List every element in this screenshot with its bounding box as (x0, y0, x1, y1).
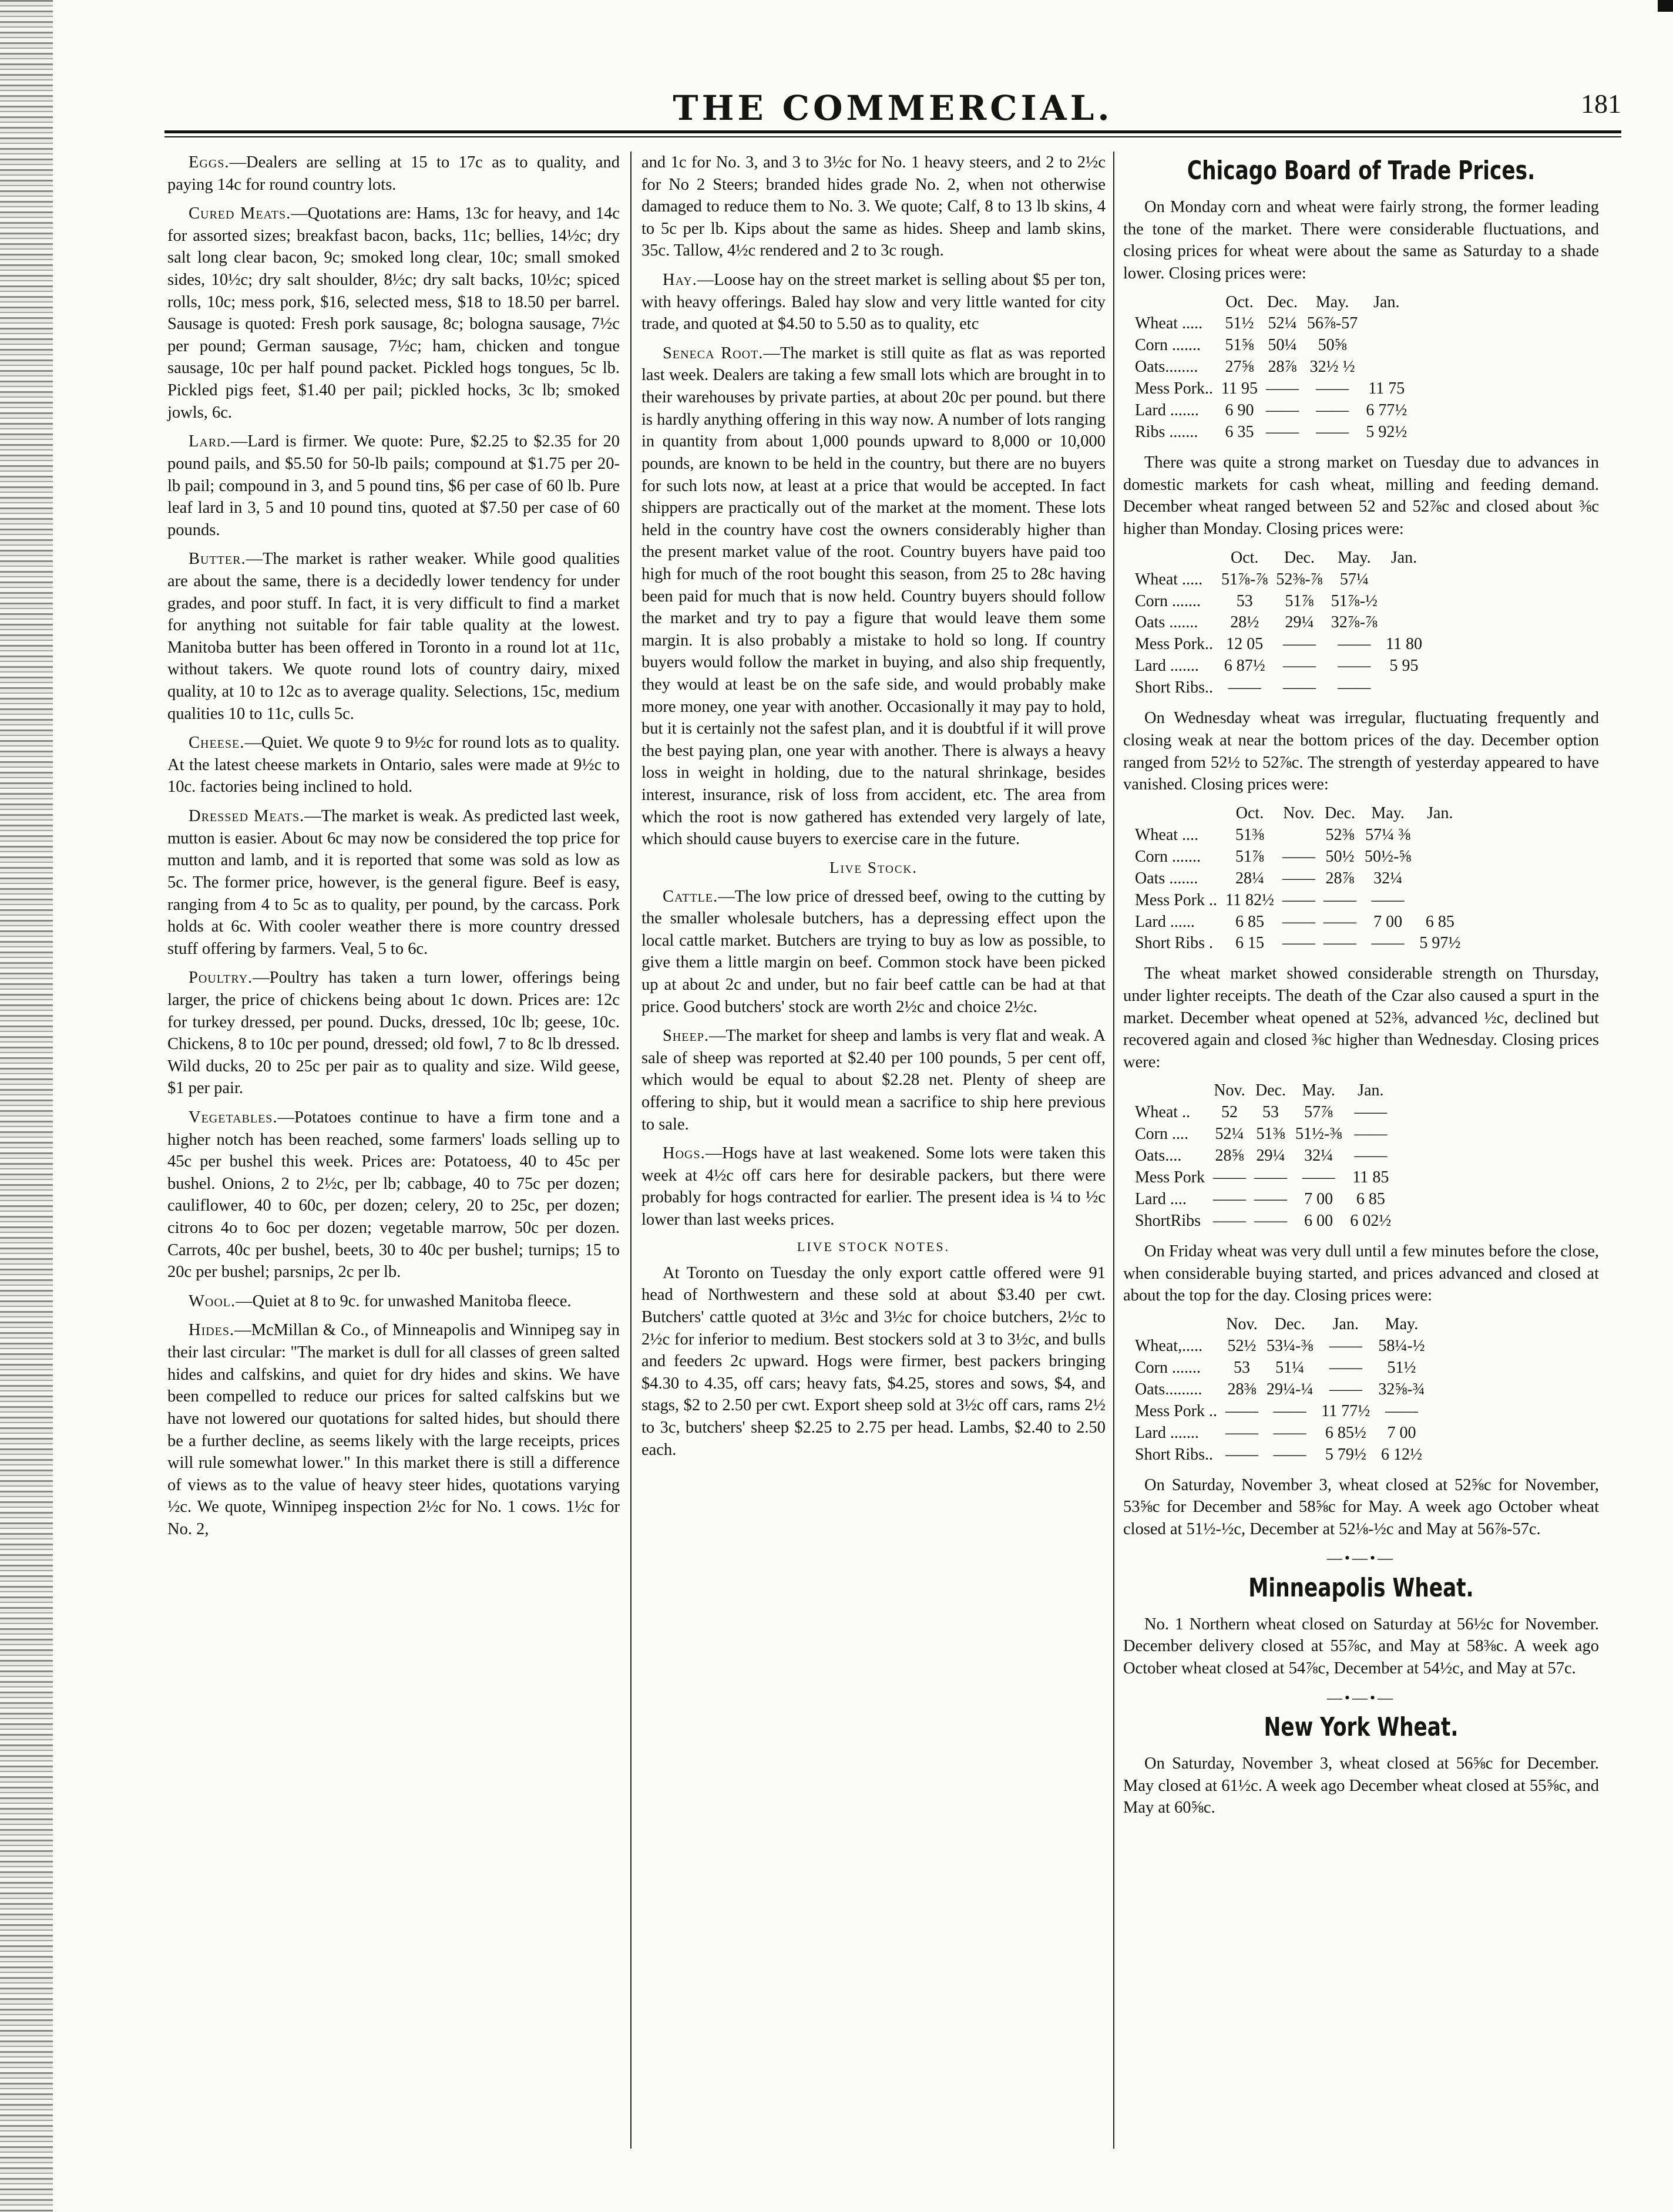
price-cell: —— (1329, 1358, 1362, 1377)
commodity-name: Short Ribs . (1135, 934, 1214, 953)
chicago-thursday-text: The wheat market showed considerable strength on Thursday, under lighter receipts. The death of the Czar also caused a spurt in the market. December wheat opened at 52⅜, advanced ½c, declined but recovered again and closed ⅜c higher than Wednesday. Closing prices were: (1123, 964, 1599, 1071)
article-wool: Wool.—Quiet at 8 to 9c. for unwashed Manitoba fleece. (189, 1292, 572, 1310)
commodity-name: ShortRibs (1135, 1212, 1201, 1231)
chicago-saturday-text: On Saturday, November 3, wheat closed at 52⅝c for November, 53⅝c for December and 58⅝c for May. A week ago October wheat closed at 51½-½c, December at 52⅛-½c and May at 56⅞-57c. (1123, 1475, 1599, 1538)
table-header-cell: May. (1371, 804, 1405, 822)
table-row (1135, 1357, 1433, 1379)
article-seneca-root: Seneca Root.—The market is still quite as flat as was reported last week. Dealers are taking a few small lots which are brought in to their warehouses by private parties, at about 20c per pound. but there is hardly anything offering in this way now. A number of lots ranging in quantity from about 1,000 pounds upward to 8,000 or 10,000 pounds, are known to be held in the country, but there are no buyers for such lots now, at least at a price that would be accepted. In fact shippers are practically out of the market at the moment. These lots held in the country have cost the owners considerably higher than the present market value of the root. Country buyers have paid too high for much of the root bought this season, from 25 to 28c having been paid for much that is now held. Country buyers should follow the market and try to pay a figure that would leave them some margin. It is also probably a mistake to hold so long. If country buyers would follow the market in buying, and also ship frequently, they would at least be on the safe side, and would probably make more money, one year with another. Occasionally it may pay to hold, but it is certainly not the safest plan, and it is doubtful if it will prove the best paying plan, one year with another. There is always a heavy loss in weight in holding, due to the natural shrinkage, besides interest, insurance, risk of loss from accident, etc. The area from which the root is now gathered has extended very largely of late, which should cause buyers to exercise care in the future. (641, 344, 1106, 849)
table-row (1135, 890, 1469, 912)
commodity-name: Corn .... (1135, 1125, 1188, 1144)
price-cell (1419, 890, 1469, 912)
section-heading-live-stock: Live Stock. (829, 858, 918, 876)
price-cell: 6 00 (1304, 1212, 1333, 1231)
price-cell: 32¼ (1304, 1147, 1333, 1165)
table-header-cell: Nov. (1226, 1315, 1258, 1333)
price-cell: —— (1282, 912, 1315, 931)
price-cell: —— (1265, 379, 1299, 398)
commodity-name: Wheat .. (1135, 1103, 1191, 1122)
article-lard: Lard.—Lard is firmer. We quote: Pure, $2.25 to $2.35 for 20 pound pails, and $5.50 for 50-lb pails; compound at $1.75 per 20-lb pail; compound in 3, and 5 pound tins, $6 per case of 60 lb. Pure leaf lard in 3, 5 and 10 pound tins, quoted at $7.50 per case of 60 pounds. (167, 432, 620, 539)
price-cell: 28⅞ (1268, 358, 1297, 376)
price-cell: —— (1282, 847, 1315, 866)
table-row (1135, 1145, 1399, 1167)
price-cell: —— (1282, 869, 1315, 888)
price-cell: 28¼ (1235, 869, 1264, 888)
price-cell: 11 80 (1386, 635, 1422, 654)
publication-title: THE COMMERCIAL. (673, 88, 1113, 128)
price-cell: —— (1316, 379, 1349, 398)
price-cell: —— (1283, 635, 1316, 654)
article-eggs: Eggs.—Dealers are selling at 15 to 17c as to quality, and paying 14c for round country lots. (167, 153, 620, 194)
price-cell: 28½ (1230, 613, 1259, 632)
heading-minneapolis-wheat: Minneapolis Wheat. (1248, 1572, 1474, 1603)
price-cell: 11 75 (1368, 379, 1405, 398)
table-row (1135, 655, 1430, 677)
price-cell (1419, 825, 1469, 846)
price-cell: 56⅞-57 (1306, 314, 1358, 333)
commodity-name: Corn ....... (1135, 847, 1201, 866)
price-cell: —— (1225, 1401, 1259, 1420)
price-cell: 5 95 (1389, 657, 1419, 675)
column-1 (167, 152, 620, 1548)
commodity-name: Mess Pork .. (1135, 890, 1218, 909)
table-row (1135, 677, 1430, 699)
price-cell: —— (1354, 1103, 1388, 1122)
header-rule-thin (164, 136, 1621, 137)
price-cell: 27⅝ (1225, 358, 1254, 376)
price-cell: —— (1316, 401, 1349, 420)
price-cell: 57⅞ (1304, 1103, 1333, 1122)
article-hides-continued: and 1c for No. 3, and 3 to 3½c for No. 1 heavy steers, and 2 to 2½c for No 2 Steers; branded hides grade No. 2, when not otherwise damaged to reduce them to No. 3. We quote; Calf, 8 to 13 lb skins, 4 to 5c per lb. Kips about the same as hides. Sheep and lamb skins, 35c. Tallow, 4½c rendered and 2 to 3c rough. (641, 153, 1106, 260)
table-row (1135, 1189, 1399, 1211)
price-cell: 50¼ (1268, 336, 1297, 355)
price-cell: 32⅝-¾ (1378, 1380, 1425, 1399)
table-header-cell: Dec. (1274, 1315, 1305, 1333)
table-header-cell: Oct. (1225, 293, 1254, 311)
price-cell: 5 97½ (1419, 934, 1461, 953)
price-cell (1386, 677, 1430, 699)
commodity-name: Mess Pork.. (1135, 635, 1214, 654)
chicago-wednesday-text: On Wednesday wheat was irregular, fluctuating frequently and closing weak at near the bottom prices of the day. December option ranged from 52½ to 52⅞c. The strength of yesterday appeared to have vanished. Closing prices were: (1123, 709, 1599, 794)
commodity-name: Oats ....... (1135, 613, 1198, 632)
price-cell: —— (1213, 1190, 1247, 1209)
price-cell: 50½-⅝ (1364, 847, 1412, 866)
table-header-cell: Dec. (1284, 548, 1315, 567)
price-cell: 51⅞ (1235, 847, 1264, 866)
price-table-friday (1135, 1314, 1433, 1466)
price-cell: —— (1338, 678, 1371, 697)
price-cell: —— (1254, 1190, 1288, 1209)
price-cell (1419, 868, 1469, 890)
chicago-monday-text: On Monday corn and wheat were fairly strong, the former leading the tone of the market. There were considerable fluctuations, and closing prices for wheat were about the same as Saturday to a shade lower. Closing prices were: (1123, 198, 1599, 283)
price-cell: 58¼-½ (1378, 1336, 1425, 1355)
price-cell: 11 85 (1352, 1168, 1389, 1187)
table-row (1135, 569, 1430, 591)
article-cured-meats: Cured Meats.—Quotations are: Hams, 13c for heavy, and 14c for assorted sizes; breakfast bacon, backs, 11c; bellies, 14½c; dry salt long clear bacon, 9c; smoked long clear, 10c; small smoked sides, 10½c; dry salt shoulder, 8½c; dry salt backs, 10½c; spiced rolls, 10c; mess pork, $16, selected mess, $18 to 18.50 per barrel. Sausage is quoted: Fresh pork sausage, 8c; bologna sausage, 7½c per pound; German sausage, 7½c; ham, chicken and tongue sausage, 10c per half pound packet. Pickled hogs tongues, 5c lb. Pickled pigs feet, $1.40 per pail; pickled hocks, 3c lb; smoked jowls, 6c. (167, 204, 620, 422)
price-cell (1366, 335, 1415, 357)
section-heading-live-stock-notes: LIVE STOCK NOTES. (797, 1239, 950, 1254)
commodity-name: Lard ...... (1135, 912, 1195, 931)
price-cell: 53 (1236, 591, 1253, 610)
price-cell: 6 35 (1225, 423, 1254, 442)
table-header-row (1135, 547, 1430, 569)
article-hogs: Hogs.—Hogs have at last weakened. Some lots were taken this week at 4½c off cars here for desirable packers, but there were probably for hogs contracted for earlier. The present idea is ¼ to ½c lower than last weeks prices. (641, 1144, 1106, 1229)
table-row (1135, 1379, 1433, 1401)
price-cell: 28⅞ (1325, 869, 1355, 888)
price-cell: 29¼-¼ (1266, 1380, 1313, 1399)
article-cheese: Cheese.—Quiet. We quote 9 to 9½c for round lots as to quality. At the latest cheese markets in Ontario, sales were made at 9½c to 10c. factories being inclined to hold. (167, 734, 620, 796)
commodity-name: Wheat ..... (1135, 570, 1203, 589)
price-cell: 11 95 (1221, 379, 1258, 398)
price-cell: 32⅞-⅞ (1331, 613, 1378, 632)
heading-new-york-wheat: New York Wheat. (1264, 1712, 1459, 1742)
price-cell: —— (1228, 678, 1261, 697)
table-row (1135, 1167, 1399, 1189)
price-cell: 6 02½ (1350, 1212, 1392, 1231)
price-cell: 52¼ (1268, 314, 1297, 333)
commodity-name: Mess Pork .. (1135, 1401, 1218, 1420)
table-header-cell: Nov. (1283, 804, 1315, 822)
table-row (1135, 1401, 1433, 1423)
price-cell: 5 92½ (1366, 423, 1407, 442)
table-row (1135, 1444, 1433, 1466)
column-3 (1123, 152, 1599, 1826)
table-header-cell: Dec. (1324, 804, 1356, 822)
price-cell: 52⅜-⅞ (1276, 570, 1323, 589)
price-cell: —— (1254, 1168, 1288, 1187)
table-row (1135, 378, 1415, 400)
price-cell: —— (1323, 890, 1356, 909)
table-header-cell: Nov. (1214, 1081, 1245, 1100)
commodity-name: Corn ....... (1135, 1358, 1201, 1377)
table-row (1135, 612, 1430, 634)
table-row (1135, 313, 1415, 335)
price-cell: —— (1213, 1212, 1247, 1231)
price-cell: 6 15 (1235, 934, 1264, 953)
table-header-cell: May. (1302, 1081, 1335, 1100)
price-cell: 7 00 (1373, 912, 1403, 931)
article-hides: Hides.—McMillan & Co., of Minneapolis and Winnipeg say in their last circular: "The market is dull for all classes of green salted hides and calfskins, and quiet for dry hides and skins. We have been compelled to reduce our prices for salted calfskins but we have not lowered our quotations for salted hides, but should there be a further decline, as seems likely with the large receipts, prices will rule somewhat lower." In this market there is still a difference of views as to the value of heavy steer hides, quotations varying ½c. We quote, Winnipeg inspection 2½c for No. 1 cows. 1½c for No. 2, (167, 1321, 620, 1538)
table-row (1135, 825, 1469, 846)
price-cell: 6 77½ (1366, 401, 1407, 420)
table-header-cell (1135, 1080, 1213, 1102)
price-cell: 51⅝ (1225, 336, 1254, 355)
price-cell: —— (1254, 1212, 1288, 1231)
article-butter: Butter.—The market is rather weaker. While good qualities are about the same, there is a decidedly lower tendency for under grades, and poor stuff. In fact, it is very difficult to find a market for anything not suitable for fair table quality at the lowest. Manitoba butter has been offered in Toronto in a round lot at 11c, without takers. We quote round lots of country dairy, mixed quality, at 10 to 12c as to average quality. Selections, 15c, medium qualities 10 to 11c, culls 5c. (167, 550, 620, 723)
minneapolis-text: No. 1 Northern wheat closed on Saturday at 56½c for November. December delivery closed at 55⅞c, and May at 58⅜c. A week ago October wheat closed at 54⅞c, December at 54½c, and May at 57c. (1123, 1615, 1599, 1678)
price-cell: 52 (1221, 1103, 1238, 1122)
price-cell: 57¼ ⅜ (1365, 825, 1411, 844)
commodity-name: Short Ribs.. (1135, 678, 1214, 697)
price-cell: 32½ ½ (1309, 358, 1355, 376)
commodity-name: Lard ....... (1135, 657, 1199, 675)
price-cell: —— (1265, 423, 1299, 442)
price-cell: 6 90 (1225, 401, 1254, 420)
price-cell: —— (1283, 678, 1316, 697)
price-cell: 51⅜ (1256, 1125, 1285, 1144)
price-cell: 51⅞ (1285, 591, 1314, 610)
table-row (1135, 1423, 1433, 1444)
price-cell: 6 85 (1235, 912, 1264, 931)
price-cell: —— (1302, 1168, 1335, 1187)
table-header-row (1135, 1080, 1399, 1102)
table-row (1135, 591, 1430, 613)
article-live-stock-notes: At Toronto on Tuesday the only export cattle offered were 91 head of Northwestern and these sold at about $3.40 per cwt. Butchers' cattle quoted at 3½c and 3½c for choice butchers, 2½c to 2½c for inferior to medium. Best stockers sold at 3 to 3½c, and bulls and feeders 2c upward. Hogs were firmer, best packers bringing $4.30 to 4.35, off cars; heavy fats, $4.25, stores and sows, $4, and stags, $2 to 2.50 per cwt. Export sheep sold at 3½c off cars, rams 2½ to 3c, butchers' sheep $2.25 to 2.75 per head. Lambs, $2.40 to 2.50 each. (641, 1263, 1106, 1459)
article-poultry: Poultry.—Poultry has taken a turn lower, offerings being larger, the price of chickens being about 1c down. Prices are: 12c for turkey dressed, per pound. Ducks, dressed, 10c lb; geese, 10c. Chickens, 8 to 10c per pound, dressed; old fowl, 7 to 8c lb dressed. Wild ducks, 20 to 25c per pair as to quality and size. Wild geese, $1 per pair. (167, 969, 620, 1098)
price-table-monday (1135, 292, 1415, 444)
chicago-friday-text: On Friday wheat was very dull until a few minutes before the close, when considerable buying started, and prices advanced and closed at about the top for the day. Closing prices were: (1123, 1242, 1599, 1305)
commodity-name: Corn ....... (1135, 336, 1201, 355)
table-header-cell: May. (1315, 293, 1349, 311)
price-cell: —— (1338, 657, 1371, 675)
table-row (1135, 1336, 1433, 1357)
price-cell: 7 00 (1304, 1190, 1333, 1209)
price-cell (1386, 569, 1430, 591)
table-header-cell (1135, 292, 1221, 314)
header-rule-thick (164, 130, 1621, 133)
price-cell: 6 87½ (1224, 657, 1265, 675)
table-row (1135, 846, 1469, 868)
price-cell: —— (1273, 1401, 1306, 1420)
article-sheep: Sheep.—The market for sheep and lambs is very flat and weak. A sale of sheep was reported at $2.40 per 100 pounds, 5 per cent off, which would be equal to about $2.28 net. Plenty of sheep are offering to ship, but it would mean a sacrifice to ship here previous to sale. (641, 1027, 1106, 1134)
column-divider-2 (1113, 152, 1114, 2149)
price-cell: —— (1354, 1147, 1388, 1165)
price-cell: —— (1273, 1445, 1306, 1464)
table-header-cell (1135, 1314, 1225, 1336)
price-cell (1386, 591, 1430, 613)
price-cell: —— (1282, 934, 1315, 953)
price-cell: —— (1329, 1336, 1362, 1355)
article-vegetables: Vegetables.—Potatoes continue to have a firm tone and a higher notch has been reached, some farmers' loads selling up to 45c per bushel this week. Prices are: Potatoess, 40 to 45c per bushel. Onions, 2 to 2½c, per lb; cabbage, 40 to 75c per dozen; cauliflower, 40 to 60c, per dozen; celery, 20 to 25c, per dozen; citrons 4o to 6oc per dozen; vegetable marrow, 50c per dozen. Carrots, 40c per bushel, beets, 30 to 40c per bushel; turnips; 15 to 20c per bushel; parsnips, 2c per lb. (167, 1108, 620, 1282)
price-cell: —— (1282, 890, 1315, 909)
price-cell: 6 85½ (1325, 1423, 1366, 1442)
table-header-cell: May. (1385, 1315, 1419, 1333)
price-cell: —— (1329, 1380, 1362, 1399)
table-header-cell: Oct. (1230, 548, 1259, 567)
price-cell: 32¼ (1373, 869, 1403, 888)
price-cell: —— (1371, 934, 1405, 953)
price-cell: 51½ (1387, 1358, 1416, 1377)
ornament-divider: —•—•— (1326, 1549, 1396, 1567)
price-cell: 12 05 (1226, 635, 1264, 654)
commodity-name: Oats.... (1135, 1147, 1182, 1165)
table-row (1135, 400, 1415, 422)
table-row (1135, 335, 1415, 357)
price-cell: 51⅞-½ (1331, 591, 1378, 610)
price-cell: 51½-⅜ (1295, 1125, 1342, 1144)
table-header-cell: Jan. (1427, 804, 1453, 822)
column-divider-1 (630, 152, 631, 2149)
table-row (1135, 422, 1415, 443)
price-cell: 53¼-⅜ (1266, 1336, 1313, 1355)
table-header-row (1135, 1314, 1433, 1336)
commodity-name: Lard .... (1135, 1190, 1187, 1209)
table-header-cell: Dec. (1255, 1081, 1286, 1100)
price-cell: 51¼ (1275, 1358, 1305, 1377)
price-cell: 5 79½ (1325, 1445, 1366, 1464)
price-cell: 52½ (1227, 1336, 1257, 1355)
page-number: 181 (1581, 89, 1621, 119)
price-cell: 57¼ (1339, 570, 1369, 589)
price-cell: —— (1385, 1401, 1418, 1420)
commodity-name: Corn ....... (1135, 591, 1201, 610)
price-cell: 28⅝ (1215, 1147, 1244, 1165)
price-cell: —— (1225, 1445, 1259, 1464)
table-row (1135, 933, 1469, 954)
table-row (1135, 868, 1469, 890)
table-header-cell: Jan. (1373, 293, 1400, 311)
table-header-cell: Dec. (1266, 293, 1298, 311)
table-header-cell: Oct. (1235, 804, 1264, 822)
commodity-name: Wheat,..... (1135, 1336, 1203, 1355)
table-row (1135, 634, 1430, 655)
price-cell (1282, 825, 1323, 846)
table-header-row (1135, 803, 1469, 825)
price-table-thursday (1135, 1080, 1399, 1232)
article-dressed-meats: Dressed Meats.—The market is weak. As predicted last week, mutton is easier. About 6c may now be considered the top price for mutton and lamb, and it is reported that some was sold as low as 5c. The former price, however, is the general figure. Beef is easy, ranging from 4 to 5c as to quality, per pound, by the carcass. Pork holds at 6c. With cooler weather there is more country dressed stuff offering by farmers. Veal, 5 to 6c. (167, 807, 620, 958)
table-header-cell (1135, 547, 1221, 569)
commodity-name: Wheat ..... (1135, 314, 1203, 333)
price-cell: 28⅜ (1227, 1380, 1257, 1399)
table-header-cell: Jan. (1390, 548, 1417, 567)
binding-edge (0, 0, 53, 2212)
price-cell (1419, 846, 1469, 868)
price-cell (1366, 313, 1415, 335)
price-cell: 6 85 (1425, 912, 1454, 931)
price-cell: 11 77½ (1321, 1401, 1370, 1420)
table-header-cell: Jan. (1358, 1081, 1384, 1100)
price-cell: 51⅜ (1235, 825, 1264, 844)
heading-chicago-board: Chicago Board of Trade Prices. (1187, 156, 1536, 186)
corner-mark (1658, 0, 1673, 12)
price-cell: 53 (1262, 1103, 1279, 1122)
price-cell: 6 12½ (1380, 1445, 1422, 1464)
price-cell: 52¼ (1215, 1125, 1244, 1144)
article-cattle: Cattle.—The low price of dressed beef, owing to the cutting by the smaller wholesale butchers, has a depressing effect upon the local cattle market. Butchers are trying to buy as low as possible, to give them a little margin on beef. Common stock have been picked up at about 2c and under, but no fair beef cattle can be had at that price. Good butchers' stock are worth 2½c and choice 2½c. (641, 887, 1106, 1016)
price-cell: —— (1338, 635, 1371, 654)
price-cell: 6 85 (1356, 1190, 1385, 1209)
table-header-row (1135, 292, 1415, 314)
price-cell: —— (1225, 1423, 1259, 1442)
price-cell: 7 00 (1387, 1423, 1416, 1442)
new-york-text: On Saturday, November 3, wheat closed at 56⅝c for December. May closed at 61½c. A week ago December wheat closed at 55⅝c, and May at 60⅝c. (1123, 1754, 1599, 1817)
table-row (1135, 357, 1415, 378)
ornament-divider: —•—•— (1326, 1689, 1396, 1706)
commodity-name: Ribs ....... (1135, 423, 1198, 442)
commodity-name: Oats ....... (1135, 869, 1198, 888)
price-cell: —— (1213, 1168, 1247, 1187)
price-cell: —— (1371, 890, 1405, 909)
price-cell: —— (1323, 912, 1356, 931)
price-cell: 29¼ (1285, 613, 1314, 632)
table-row (1135, 1211, 1399, 1232)
commodity-name: Oats........ (1135, 358, 1198, 376)
chicago-tuesday-text: There was quite a strong market on Tuesday due to advances in domestic markets for cash wheat, milling and feeding demand. December wheat ranged between 52 and 52⅞c and closed about ⅜c higher than Monday. Closing prices were: (1123, 453, 1599, 539)
price-cell: 52⅜ (1325, 825, 1355, 844)
price-cell: 53 (1234, 1358, 1251, 1377)
table-header-cell: May. (1338, 548, 1371, 567)
price-cell: 11 82½ (1225, 890, 1274, 909)
price-cell: —— (1273, 1423, 1306, 1442)
price-table-wednesday (1135, 803, 1469, 955)
price-cell: 51½ (1225, 314, 1254, 333)
commodity-name: Lard ....... (1135, 401, 1199, 420)
price-cell: 51⅞-⅞ (1221, 570, 1268, 589)
commodity-name: Wheat .... (1135, 825, 1199, 844)
price-cell: 50⅝ (1318, 336, 1347, 355)
price-cell: —— (1354, 1125, 1388, 1144)
table-row (1135, 912, 1469, 933)
article-hay: Hay.—Loose hay on the street market is selling about $5 per ton, with heavy offerings. Baled hay slow and very little wanted for city trade, and quoted at $4.50 to 5.50 as to quality, etc (641, 271, 1106, 334)
price-cell: —— (1265, 401, 1299, 420)
price-table-tuesday (1135, 547, 1430, 700)
price-cell: 29¼ (1256, 1147, 1285, 1165)
price-cell (1366, 357, 1415, 378)
price-cell: —— (1323, 934, 1356, 953)
table-header-cell (1135, 803, 1225, 825)
price-cell: 50½ (1325, 847, 1355, 866)
commodity-name: Mess Pork (1135, 1168, 1205, 1187)
table-row (1135, 1102, 1399, 1124)
price-cell (1386, 612, 1430, 634)
commodity-name: Short Ribs.. (1135, 1445, 1214, 1464)
price-cell: —— (1316, 423, 1349, 442)
commodity-name: Mess Pork.. (1135, 379, 1214, 398)
column-2 (641, 152, 1106, 1468)
price-cell: —— (1283, 657, 1316, 675)
commodity-name: Lard ....... (1135, 1423, 1199, 1442)
commodity-name: Oats......... (1135, 1380, 1202, 1399)
table-row (1135, 1124, 1399, 1145)
table-header-cell: Jan. (1332, 1315, 1359, 1333)
